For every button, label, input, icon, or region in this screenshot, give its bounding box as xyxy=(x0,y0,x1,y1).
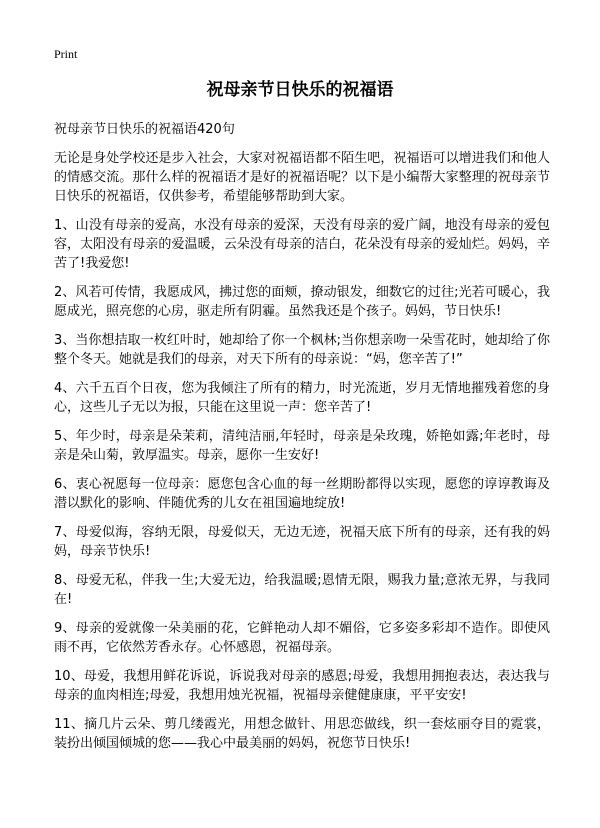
greeting-item-3: 3、当你想拮取一枚红叶时，她却给了你一个枫林;当你想亲吻一朵雪花时，她却给了你整个冬天。她就是我们的母亲，对天下所有的母亲说：“妈，您辛苦了!” xyxy=(54,333,550,367)
greeting-item-4: 4、六千五百个日夜，您为我倾注了所有的精力，时光流逝，岁月无情地摧残着您的身心，这些儿子无以为报，只能在这里说一声：您辛苦了! xyxy=(54,381,550,415)
article-body xyxy=(54,120,550,763)
article-subtitle: 祝母亲节日快乐的祝福语420句 xyxy=(54,122,235,137)
greeting-item-6: 6、衷心祝愿每一位母亲：愿您包含心血的每一丝期盼都得以实现，愿您的谆谆教诲及潜以默化的影响、伴随优秀的儿女在祖国遍地绽放! xyxy=(54,477,550,511)
greeting-item-9: 9、母亲的爱就像一朵美丽的花，它鲜艳动人却不媚俗，它多姿多彩却不造作。即使风雨不再，它依然芳香永存。心怀感恩，祝福母亲。 xyxy=(54,621,550,655)
intro-paragraph: 无论是身处学校还是步入社会，大家对祝福语都不陌生吧，祝福语可以增进我们和他人的情感交流。那什么样的祝福语才是好的祝福语呢？以下是小编帮大家整理的祝母亲节日快乐的祝福语，仅供参考，希望能够帮助到大家。 xyxy=(54,151,550,204)
greeting-item-2: 2、风若可传情，我愿成风，拂过您的面颊，撩动银发，细数它的过往;光若可暖心，我愿成光，照亮您的心房，驱走所有阴霾。虽然我还是个孩子。妈妈，节日快乐! xyxy=(54,285,550,319)
greeting-item-5: 5、年少时，母亲是朵茉莉，清纯洁丽,年轻时，母亲是朵玫瑰，娇艳如露;年老时，母亲是朵山菊，敦厚温实。母亲，愿你一生安好! xyxy=(54,429,550,463)
greeting-item-8: 8、母爱无私，伴我一生;大爱无边，给我温暖;恩情无限，赐我力量;意浓无界，与我同在! xyxy=(54,573,550,607)
greeting-item-7: 7、母爱似海，容纳无限，母爱似天，无边无迹，祝福天底下所有的母亲，还有我的妈妈，母亲节快乐! xyxy=(54,525,550,559)
greeting-item-11: 11、摘几片云朵、剪几缕霞光，用想念做针、用思恋做线，织一套炫丽夺目的霓裳，装扮出倾国倾城的您——我心中最美丽的妈妈，祝您节日快乐! xyxy=(54,717,550,751)
print-label: Print xyxy=(54,47,78,61)
greeting-item-10: 10、母爱，我想用鲜花诉说，诉说我对母亲的感恩;母爱，我想用拥抱表达，表达我与母亲的血肉相连;母爱，我想用烛光祝福，祝福母亲健健康康，平平安安! xyxy=(54,669,550,703)
greeting-item-1: 1、山没有母亲的爱高，水没有母亲的爱深，天没有母亲的爱广阔，地没有母亲的爱包容，太阳没有母亲的爱温暖，云朵没有母亲的洁白，花朵没有母亲的爱灿烂。妈妈，辛苦了!我爱您! xyxy=(54,218,550,271)
page-title: 祝母亲节日快乐的祝福语 xyxy=(206,80,394,100)
